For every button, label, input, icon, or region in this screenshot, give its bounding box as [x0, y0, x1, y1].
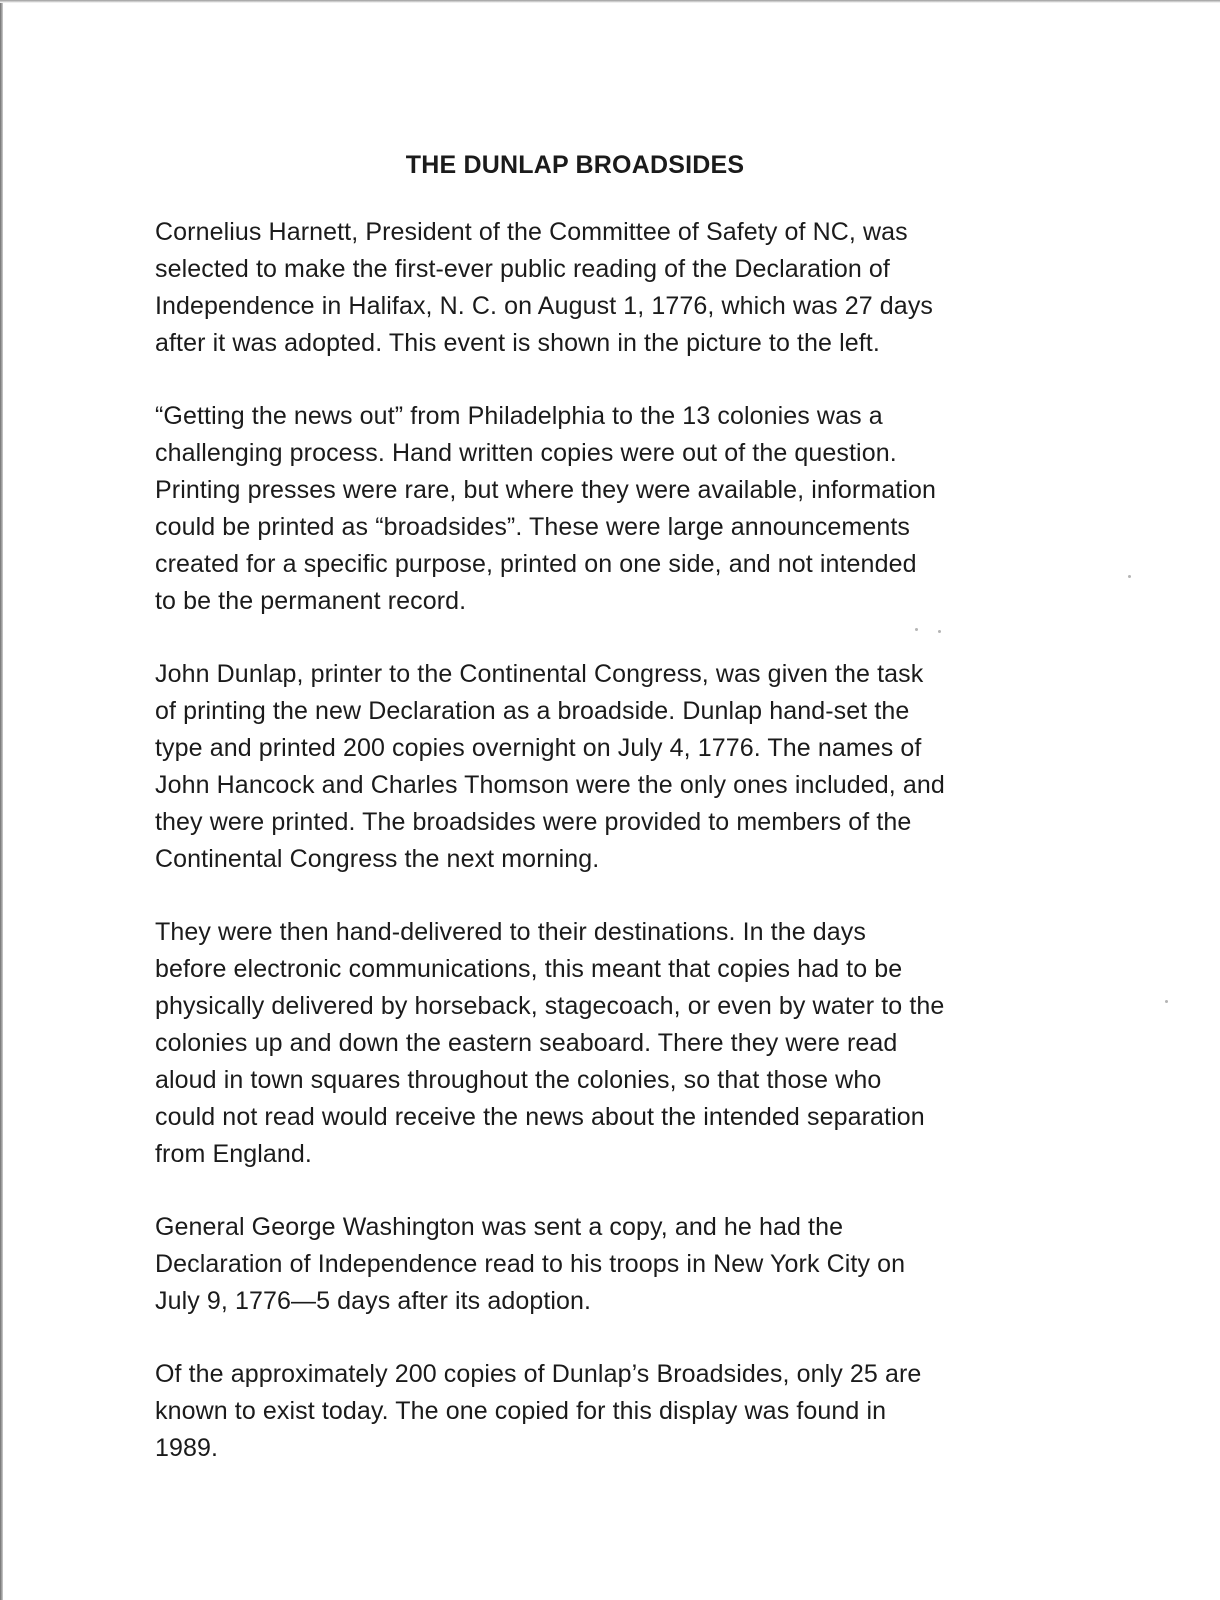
paragraph-john-dunlap [155, 656, 1055, 878]
paragraph-line: aloud in town squares throughout the colonies, so that those who [155, 1066, 882, 1094]
paragraph-harnett-reading [155, 214, 1055, 362]
paragraph-line: General George Washington was sent a copy, and he had the [155, 1213, 844, 1241]
paragraph-line: July 9, 1776—5 days after its adoption. [155, 1287, 592, 1315]
paragraph-line: They were then hand-delivered to their destinations. In the days [155, 918, 866, 946]
paragraph-line: John Dunlap, printer to the Continental Congress, was given the task [155, 660, 924, 688]
paragraph-line: from England. [155, 1140, 312, 1168]
paragraph-line: selected to make the first-ever public reading of the Declaration of [155, 255, 890, 283]
paragraph-line: created for a specific purpose, printed on one side, and not intended [155, 550, 917, 578]
paragraph-line: physically delivered by horseback, stagecoach, or even by water to the [155, 992, 945, 1020]
document-title: THE DUNLAP BROADSIDES [405, 151, 745, 179]
paragraph-washington [155, 1209, 1055, 1320]
paragraph-line: 1989. [155, 1434, 219, 1462]
paragraph-line: Printing presses were rare, but where they were available, information [155, 476, 936, 504]
paragraph-line: before electronic communications, this meant that copies had to be [155, 955, 903, 983]
paragraph-hand-delivered [155, 914, 1055, 1173]
paragraph-line: challenging process. Hand written copies were out of the question. [155, 439, 897, 467]
paragraph-line: “Getting the news out” from Philadelphia to the 13 colonies was a [155, 402, 883, 430]
paragraph-line: Continental Congress the next morning. [155, 845, 600, 873]
paragraph-line: colonies up and down the eastern seaboard. There they were read [155, 1029, 898, 1057]
paragraph-line: of printing the new Declaration as a broadside. Dunlap hand-set the [155, 697, 910, 725]
paragraph-line: known to exist today. The one copied for this display was found in [155, 1397, 887, 1425]
scan-speck [1165, 1000, 1168, 1003]
paragraph-line: after it was adopted. This event is shown in the picture to the left. [155, 329, 880, 357]
paragraph-line: John Hancock and Charles Thomson were the only ones included, and [155, 771, 945, 799]
paragraph-line: Declaration of Independence read to his troops in New York City on [155, 1250, 906, 1278]
paragraph-line: type and printed 200 copies overnight on July 4, 1776. The names of [155, 734, 922, 762]
paragraph-line: to be the permanent record. [155, 587, 467, 615]
paragraph-line: could be printed as “broadsides”. These were large announcements [155, 513, 910, 541]
scan-speck [1128, 575, 1131, 578]
paragraph-line: they were printed. The broadsides were provided to members of the [155, 808, 912, 836]
document-page [155, 148, 1055, 1503]
paragraph-line: Of the approximately 200 copies of Dunlap’s Broadsides, only 25 are [155, 1360, 922, 1388]
paragraph-getting-news-out [155, 398, 1055, 620]
paragraph-line: Cornelius Harnett, President of the Committee of Safety of NC, was [155, 218, 908, 246]
paragraph-line: could not read would receive the news about the intended separation [155, 1103, 925, 1131]
scan-edge-left [0, 0, 3, 1600]
paragraph-line: Independence in Halifax, N. C. on August 1, 1776, which was 27 days [155, 292, 934, 320]
paragraph-surviving-copies [155, 1356, 1055, 1467]
scan-edge-top [0, 0, 1220, 3]
